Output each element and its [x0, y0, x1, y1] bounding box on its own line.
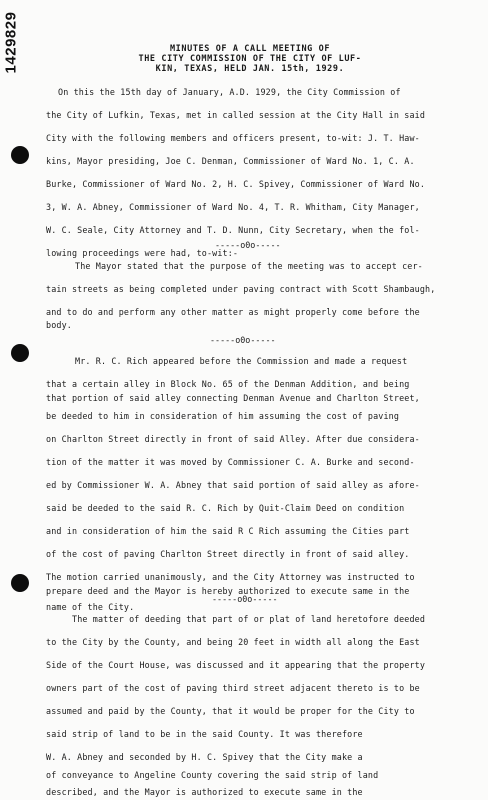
paragraph-1-line: lowing proceedings were had, to-wit:- — [46, 248, 239, 258]
paragraph-3-line: Mr. R. C. Rich appeared before the Commission and made a request — [75, 356, 408, 366]
paragraph-3-line: on Charlton Street directly in front of said Alley. After due considera- — [46, 434, 420, 444]
paragraph-1-line: the City of Lufkin, Texas, met in called session at the City Hall in said — [46, 110, 426, 120]
paragraph-4-line: of conveyance to Angeline County covering the said strip of land — [46, 770, 379, 780]
paragraph-3-line: of the cost of paving Charlton Street directly in front of said alley. — [46, 549, 410, 559]
section-separator: -----o0o----- — [212, 594, 278, 604]
header-line: THE CITY COMMISSION OF THE CITY OF LUF- — [138, 54, 362, 64]
paragraph-3-line: said be deeded to the said R. C. Rich by Quit-Claim Deed on condition — [46, 503, 405, 513]
paragraph-4-line: to the City by the County, and being 20 feet in width all along the East — [46, 637, 420, 647]
paragraph-3-line: that portion of said alley connecting Denman Avenue and Charlton Street, — [46, 393, 420, 403]
section-separator: -----o0o----- — [215, 240, 281, 250]
paragraph-4-line: owners part of the cost of paving third street adjacent thereto is to be — [46, 683, 420, 693]
paragraph-1-line: 3, W. A. Abney, Commissioner of Ward No. 4, T. R. Whitham, City Manager, — [46, 202, 420, 212]
paragraph-4-line: described, and the Mayor is authorized to execute same in the — [46, 787, 363, 797]
section-separator: -----o0o----- — [210, 335, 276, 345]
paragraph-4-line: W. A. Abney and seconded by H. C. Spivey that the City make a — [46, 752, 363, 762]
binder-hole-bottom — [11, 574, 29, 592]
binder-hole-top — [11, 146, 29, 164]
binder-hole-middle — [11, 344, 29, 362]
paragraph-1-line: Burke, Commissioner of Ward No. 2, H. C. Spivey, Commissioner of Ward No. — [46, 179, 426, 189]
paragraph-1-line: City with the following members and officers present, to-wit: J. T. Haw- — [46, 133, 420, 143]
paragraph-3-line: tion of the matter it was moved by Commissioner C. A. Burke and second- — [46, 457, 415, 467]
paragraph-3-line: and in consideration of him the said R C Rich assuming the Cities part — [46, 526, 410, 536]
paragraph-4-line: The matter of deeding that part of or plat of land heretofore deeded — [72, 614, 426, 624]
paragraph-3-line: ed by Commissioner W. A. Abney that said portion of said alley as afore- — [46, 480, 420, 490]
document-number-stamp: 1429829 — [2, 11, 20, 74]
paragraph-2-line: body. — [46, 320, 72, 330]
paragraph-3-line: The motion carried unanimously, and the City Attorney was instructed to — [46, 572, 415, 582]
paragraph-2-line: and to do and perform any other matter as might properly come before the — [46, 307, 420, 317]
paragraph-1-line: W. C. Seale, City Attorney and T. D. Nunn, City Secretary, when the fol- — [46, 225, 420, 235]
paragraph-2-line: tain streets as being completed under paving contract with Scott Shambaugh, — [46, 284, 436, 294]
minutes-header — [60, 44, 440, 74]
paragraph-4-line: Side of the Court House, was discussed and it appearing that the property — [46, 660, 426, 670]
paragraph-3-line: name of the City. — [46, 602, 135, 612]
paragraph-1-line: kins, Mayor presiding, Joe C. Denman, Commissioner of Ward No. 1, C. A. — [46, 156, 415, 166]
paragraph-3-line: be deeded to him in consideration of him assuming the cost of paving — [46, 411, 400, 421]
paragraph-3-line: prepare deed and the Mayor is hereby authorized to execute same in the — [46, 586, 410, 596]
header-line: KIN, TEXAS, HELD JAN. 15th, 1929. — [155, 64, 345, 74]
paragraph-4-line: said strip of land to be in the said County. It was therefore — [46, 729, 363, 739]
paragraph-4-line: assumed and paid by the County, that it would be proper for the City to — [46, 706, 415, 716]
paragraph-2-line: The Mayor stated that the purpose of the meeting was to accept cer- — [75, 261, 423, 271]
paragraph-1-line: On this the 15th day of January, A.D. 1929, the City Commission of — [58, 87, 401, 97]
paragraph-3-line: that a certain alley in Block No. 65 of the Denman Addition, and being — [46, 379, 410, 389]
header-line: MINUTES OF A CALL MEETING OF — [169, 44, 331, 54]
